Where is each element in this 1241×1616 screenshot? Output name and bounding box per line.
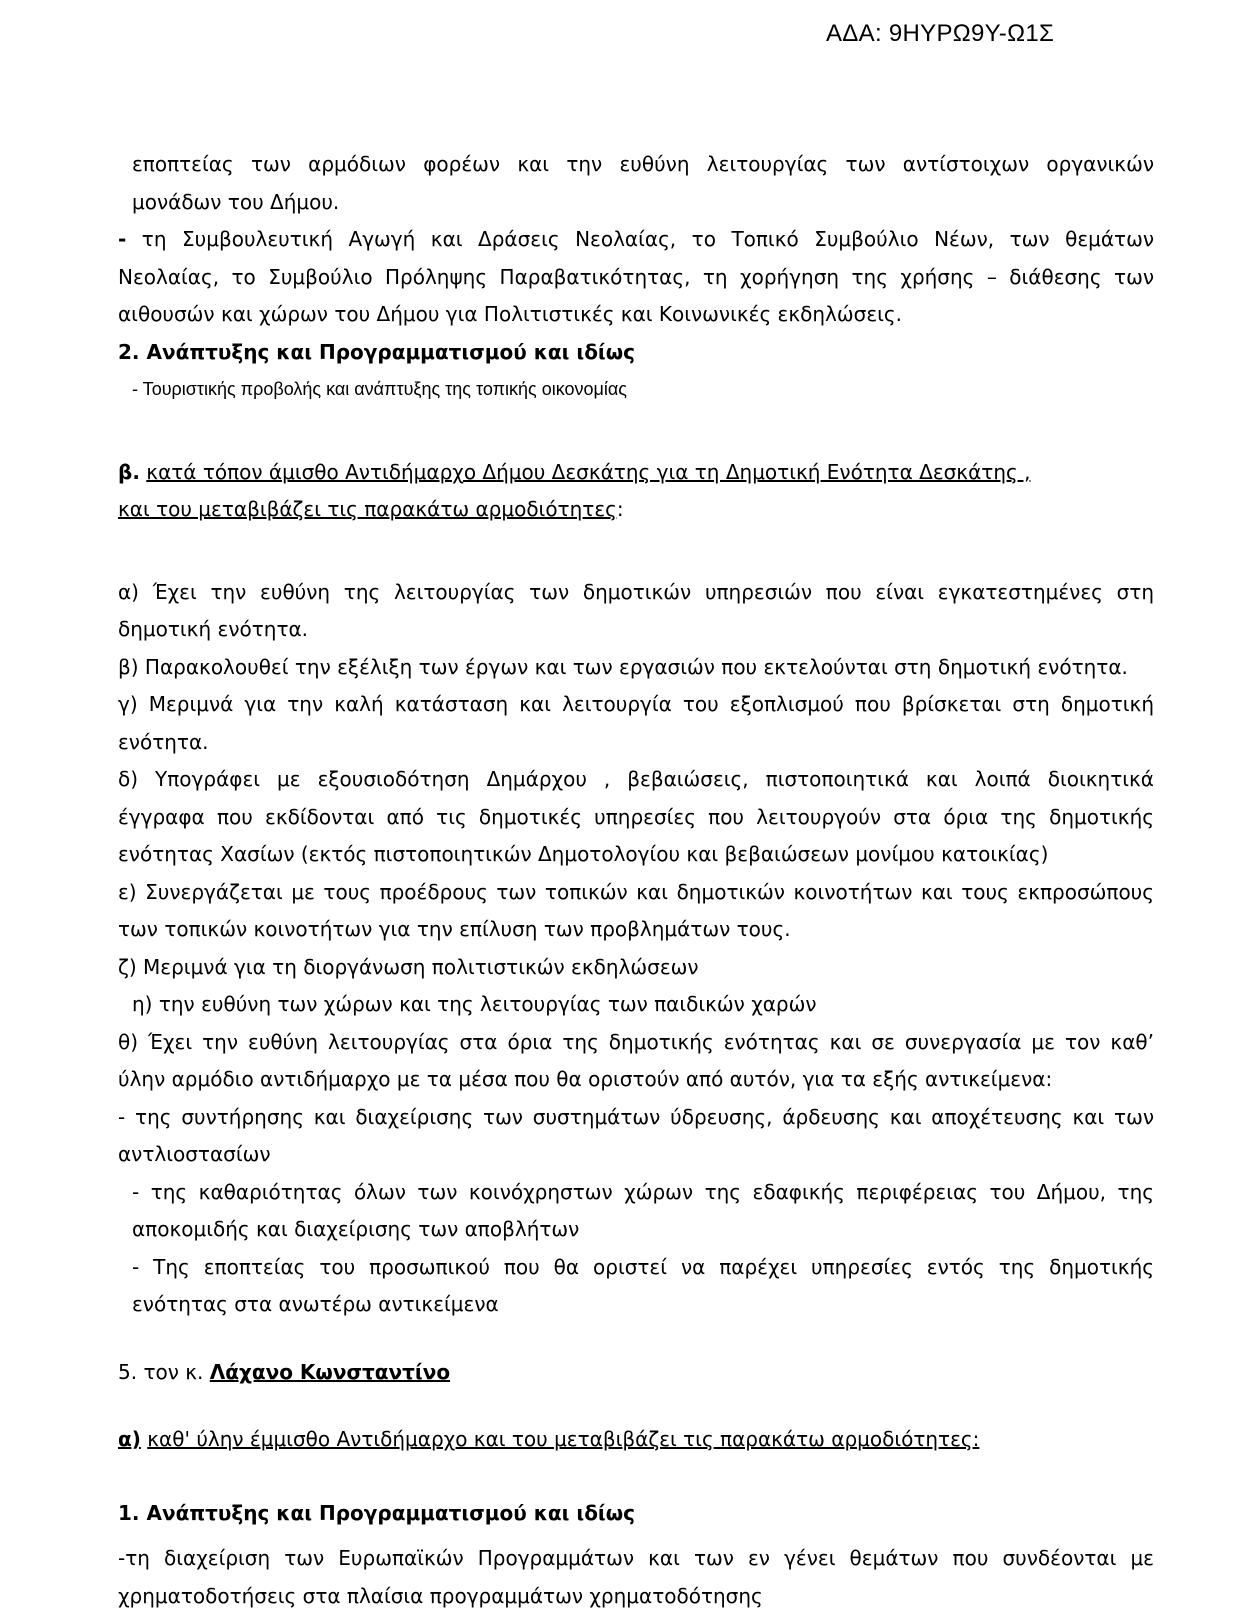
text-span: 5. τον κ.	[118, 1359, 210, 1384]
text-span: τη Συμβουλευτική Αγωγή και Δράσεις Νεολαίας, το Τοπικό Συμβούλιο Νέων, των θεμάτων	[126, 227, 1154, 251]
text-line: αιθουσών και χώρων του Δήμου για Πολιτιστικές και Κοινωνικές εκδηλώσεις.	[118, 302, 902, 326]
text-line: η) την ευθύνη των χώρων και της λειτουργίας των παιδικών χαρών	[132, 992, 817, 1016]
person-line	[118, 1354, 1154, 1392]
underlined-text: κατά τόπον άμισθο Αντιδήμαρχο Δήμου Δεσκάτης για τη Δημοτική Ενότητα Δεσκάτης ,	[146, 459, 1031, 484]
text-line: δ) Υπογράφει με εξουσιοδότηση Δημάρχου , βεβαιώσεις, πιστοποιητικά και λοιπά διοικητικά	[118, 767, 1154, 791]
text-line: α) Έχει την ευθύνη της λειτουργίας των δημοτικών υπηρεσιών που είναι εγκατεστημένες στη	[118, 579, 1154, 604]
text-line: ύλην αρμόδιο αντιδήμαρχο με τα μέσα που θα οριστούν από αυτόν, για τα εξής αντικείμενα:	[118, 1067, 1053, 1091]
section-heading: 2. Ανάπτυξης και Προγραμματισμού και ιδίως	[118, 339, 635, 364]
text-line: ενότητας Χασίων (εκτός πιστοποιητικών Δημοτολογίου και βεβαιώσεων μονίμου κατοικίας)	[118, 842, 1049, 866]
text-line: - της καθαριότητας όλων των κοινόχρηστων χώρων της εδαφικής περιφέρειας του Δήμου, της	[132, 1179, 1154, 1204]
text-line: Νεολαίας, το Συμβούλιο Πρόληψης Παραβατικότητας, τη χορήγηση της χρήσης – διάθεσης των	[118, 264, 1154, 289]
text-line: - Τουριστικής προβολής και ανάπτυξης της τοπικής οικονομίας	[132, 379, 627, 399]
text-line: μονάδων του Δήμου.	[132, 189, 340, 214]
section-heading	[118, 1421, 1154, 1459]
text-line: αποκομιδής και διαχείρισης των αποβλήτων	[132, 1217, 580, 1241]
colon: :	[616, 497, 624, 521]
document-body	[118, 146, 1154, 1615]
text-line: ε) Συνεργάζεται με τους προέδρους των τοπικών και δημοτικών κοινοτήτων και τους εκπροσώπους	[118, 879, 1154, 904]
text-line	[118, 221, 1154, 259]
text-line: β) Παρακολουθεί την εξέλιξη των έργων και των εργασιών που εκτελούνται στη δημοτική ενότητα.	[118, 654, 1128, 679]
spacer	[118, 1324, 1154, 1354]
spacer	[118, 529, 1154, 574]
spacer	[118, 409, 1154, 454]
text-line: των τοπικών κοινοτήτων για την επίλυση των προβλημάτων τους.	[118, 917, 791, 941]
text-line: δημοτική ενότητα.	[118, 617, 309, 641]
spacer	[118, 1532, 1154, 1540]
underlined-text: καθ' ύλην έμμισθο Αντιδήμαρχο και του μεταβιβάζει τις παρακάτω αρμοδιότητες:	[147, 1427, 980, 1451]
text-line: ενότητα.	[118, 729, 209, 754]
ada-code: ΑΔΑ: 9ΗΥΡΩ9Υ-Ω1Σ	[826, 20, 1055, 47]
text-line: εποπτείας των αρμόδιων φορέων και την ευθύνη λειτουργίας των αντίστοιχων οργανικών	[132, 152, 1154, 176]
text-line	[118, 491, 1154, 529]
text-line: αντλιοστασίων	[118, 1142, 271, 1166]
text-line: - Της εποπτείας του προσωπικού που θα οριστεί να παρέχει υπηρεσίες εντός της δημοτικής	[132, 1254, 1154, 1279]
text-line: γ) Μεριμνά για την καλή κατάσταση και λειτουργία του εξοπλισμού που βρίσκεται στη δημοτική	[118, 692, 1154, 716]
underlined-text: και του μεταβιβάζει τις παρακάτω αρμοδιότητες	[118, 497, 617, 521]
text-line: χρηματοδοτήσεις στα πλαίσια προγραμμάτων χρηματοδότησης	[118, 1583, 763, 1608]
section-label: α)	[118, 1427, 141, 1451]
text-line: -τη διαχείριση των Ευρωπαϊκών Προγραμμάτων και των εν γένει θεμάτων που συνδέονται με	[118, 1546, 1154, 1570]
dash-marker: -	[118, 227, 127, 251]
section-label: β.	[118, 459, 140, 484]
person-name: Λάχανο Κωνσταντίνο	[209, 1359, 451, 1384]
text-line: - της συντήρησης και διαχείρισης των συστημάτων ύδρευσης, άρδευσης και αποχέτευσης και των	[118, 1104, 1154, 1129]
section-heading: 1. Ανάπτυξης και Προγραμματισμού και ιδίως	[118, 1500, 635, 1525]
spacer	[118, 1391, 1154, 1421]
text-line: ζ) Μεριμνά για τη διοργάνωση πολιτιστικών εκδηλώσεων	[118, 954, 699, 979]
text-line: έγγραφα που εκδίδονται από τις δημοτικές υπηρεσίες που λειτουργούν στα όρια της δημοτικής	[118, 804, 1154, 829]
text-line: θ) Έχει την ευθύνη λειτουργίας στα όρια της δημοτικής ενότητας και σε συνεργασία με τον καθ’	[118, 1029, 1154, 1054]
spacer	[118, 1459, 1154, 1495]
text-line: ενότητας στα ανωτέρω αντικείμενα	[132, 1292, 499, 1316]
section-heading	[118, 454, 1154, 492]
